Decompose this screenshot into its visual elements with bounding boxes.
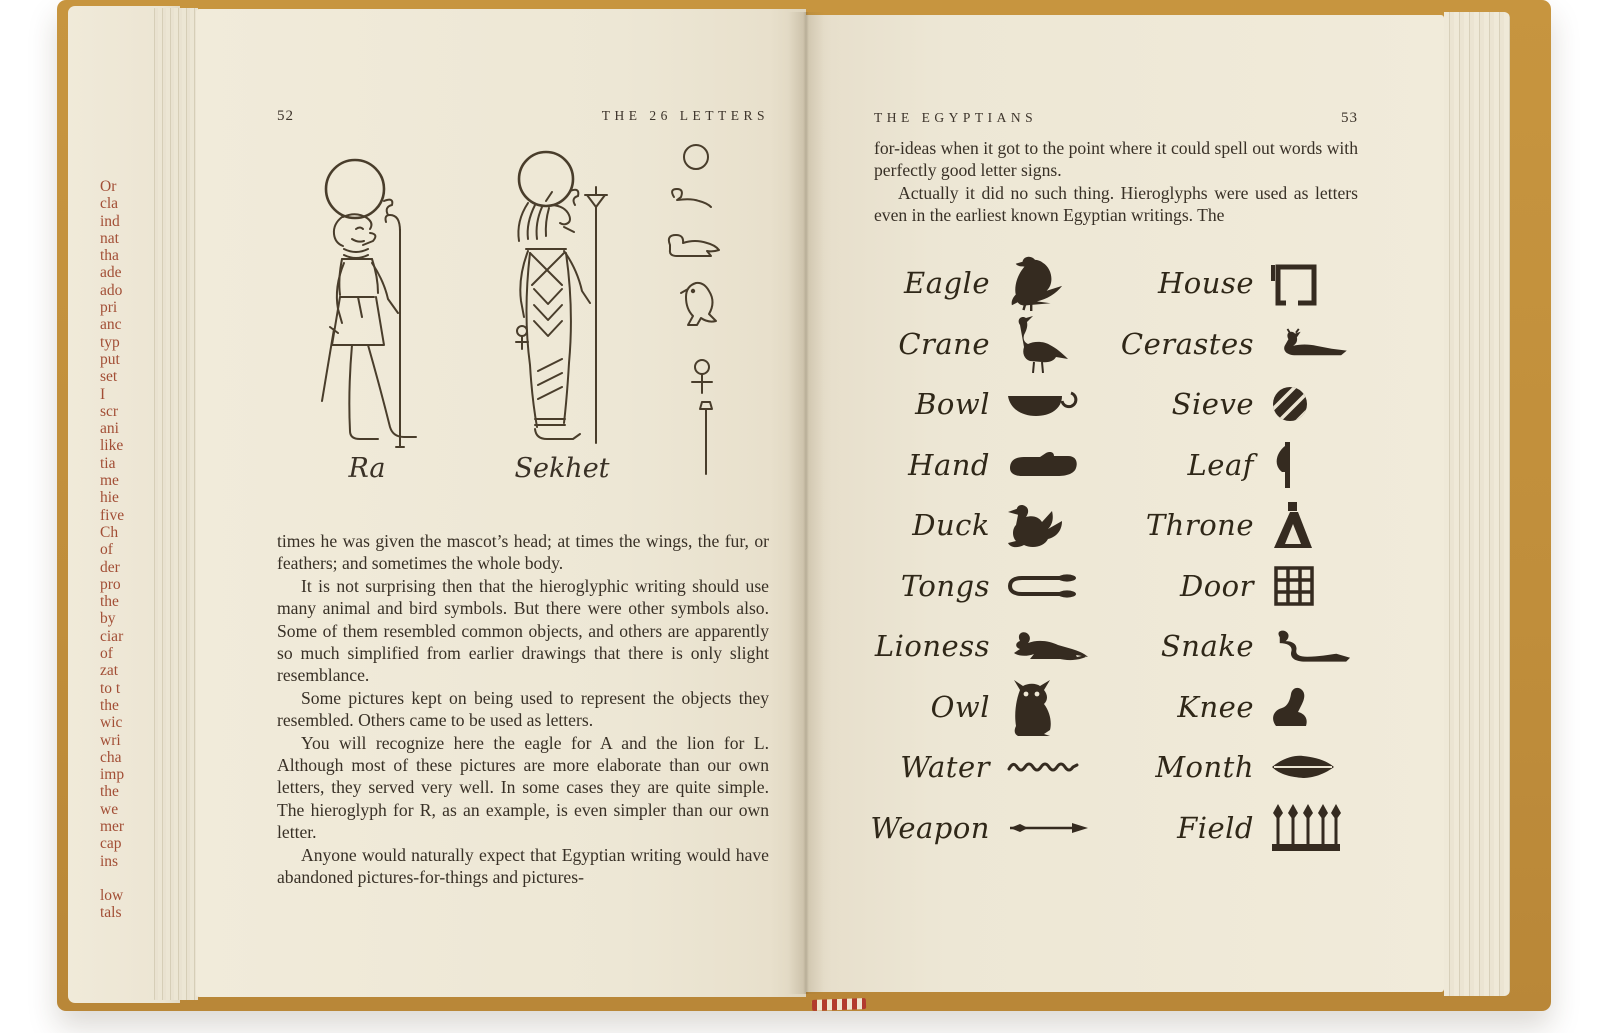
under-page-line: ani — [100, 420, 119, 438]
glyph-word: Month — [1155, 750, 1254, 785]
left-page-number: 52 — [277, 108, 294, 124]
paragraph: times he was given the mascot’s head; at times the wings, the fur, or feathers; and sometimes the whole body. — [277, 531, 769, 574]
under-page-line: ind — [100, 212, 120, 230]
left-page — [196, 9, 806, 997]
under-page-line: zat — [100, 662, 119, 680]
left-page-body — [277, 530, 769, 889]
under-page-line: by — [100, 610, 116, 628]
paragraph: for-ideas when it got to the point where it could spell out words with perfectly good letter signs. — [874, 138, 1358, 181]
under-page-line: the — [100, 783, 119, 801]
cerastes-glyph — [1270, 328, 1370, 360]
under-page-line: the — [100, 696, 119, 714]
glyph-word: House — [1158, 266, 1254, 301]
under-page-line: low — [100, 887, 124, 905]
glyph-word: Leaf — [1187, 447, 1254, 482]
glyph-word: Lioness — [874, 629, 990, 664]
paragraph: It is not surprising then that the hieroglyphic writing should use many animal and bird symbols. But there were other symbols also. Some of them resembled common objects, and others are apparently so much simplified from earlier drawings that there is only slight resemblance. — [277, 575, 769, 686]
under-page-line: ins — [100, 852, 119, 870]
under-page-line: set — [100, 368, 118, 386]
under-page-line: tha — [100, 247, 119, 265]
under-page-line: to t — [100, 679, 121, 697]
bowl-glyph — [1006, 389, 1118, 419]
glyph-word: Water — [900, 750, 990, 785]
water-glyph — [1006, 758, 1118, 776]
right-running-head: THE EGYPTIANS — [874, 110, 1038, 125]
page-edges-right — [1444, 12, 1510, 996]
hieroglyph-column-drawing — [648, 141, 758, 481]
glyph-word: Door — [1179, 568, 1254, 603]
ra-caption: Ra — [348, 453, 386, 484]
glyph-word: Tongs — [900, 568, 990, 603]
glyph-word: Eagle — [904, 266, 990, 301]
door-glyph — [1270, 562, 1370, 610]
field-glyph — [1270, 802, 1370, 854]
book-gutter — [788, 12, 824, 994]
snake-glyph — [1270, 629, 1370, 663]
owl-glyph — [1006, 678, 1118, 736]
lioness-glyph — [1006, 629, 1118, 663]
staff-icon — [700, 402, 712, 474]
under-page-line: hie — [100, 489, 119, 507]
glyph-word: Duck — [912, 508, 990, 543]
under-page-line: of — [100, 645, 113, 663]
under-page-line: I — [100, 385, 106, 403]
under-page-line: cap — [100, 835, 122, 853]
glyph-word: Sieve — [1171, 387, 1254, 422]
under-page-line: we — [100, 800, 119, 818]
paragraph: Actually it did no such thing. Hieroglyphs were used as letters even in the earliest known Egyptian writings. The — [874, 182, 1358, 226]
glyph-word: Owl — [930, 689, 990, 724]
under-page-line: the — [100, 593, 119, 611]
sieve-glyph — [1270, 384, 1370, 424]
under-page-line: mer — [100, 817, 125, 835]
sekhet-caption: Sekhet — [514, 453, 610, 484]
under-page-line: scr — [100, 402, 119, 420]
paragraph: Some pictures kept on being used to represent the objects they resembled. Others came to be used as letters. — [277, 687, 769, 731]
under-page-line: pri — [100, 299, 118, 317]
under-page-line: put — [100, 350, 120, 368]
under-page-line: like — [100, 437, 124, 455]
right-page — [806, 15, 1444, 992]
under-page-line: wri — [100, 731, 121, 749]
under-page-line: of — [100, 541, 113, 559]
sun-disk-icon — [684, 145, 708, 169]
crane-glyph — [1006, 315, 1118, 373]
glyph-word: Throne — [1145, 508, 1254, 543]
under-page-line: anc — [100, 316, 122, 334]
left-running-head: THE 26 LETTERS — [601, 108, 769, 123]
under-page-line: me — [100, 472, 119, 490]
glyph-word: Knee — [1177, 689, 1254, 724]
under-page-line: Ch — [100, 523, 119, 541]
glyph-word: Weapon — [870, 810, 990, 845]
lion-icon — [669, 235, 719, 256]
under-page-line: pro — [100, 575, 121, 593]
spine-headband — [812, 998, 866, 1011]
under-page-line: cla — [100, 195, 119, 213]
glyph-word: Snake — [1160, 629, 1254, 664]
sekhet-figure-drawing — [478, 145, 628, 462]
knee-glyph — [1270, 686, 1370, 728]
snake-icon — [672, 189, 711, 207]
under-page-line: tals — [100, 904, 122, 922]
paragraph: Anyone would naturally expect that Egyptian writing would have abandoned pictures-for-things and pictures- — [277, 844, 769, 888]
ankh-icon — [695, 360, 709, 374]
under-page-line: typ — [100, 333, 120, 351]
falcon-icon — [681, 283, 716, 325]
right-page-header — [874, 110, 1358, 127]
under-page-line: five — [100, 506, 125, 524]
right-page-number: 53 — [1341, 110, 1358, 126]
month-glyph — [1270, 755, 1370, 779]
under-page-line: Or — [100, 178, 117, 195]
glyph-word: Cerastes — [1120, 326, 1254, 361]
under-page-line: der — [100, 558, 120, 576]
glyph-word: Field — [1177, 810, 1254, 845]
house-glyph — [1270, 259, 1370, 307]
glyph-word: Hand — [908, 447, 990, 482]
hieroglyph-table — [864, 253, 1379, 858]
page-edges-left — [150, 8, 198, 1000]
under-page-line: ade — [100, 264, 122, 282]
left-page-header — [277, 108, 769, 125]
ra-figure-drawing — [300, 151, 440, 466]
tongs-glyph — [1006, 572, 1118, 600]
throne-glyph — [1270, 500, 1370, 550]
weapon-glyph — [1006, 821, 1118, 835]
eagle-glyph — [1006, 255, 1118, 311]
under-page-line: ado — [100, 281, 123, 299]
under-page-line: tia — [100, 454, 116, 472]
glyph-word: Crane — [898, 326, 990, 361]
duck-glyph — [1006, 499, 1118, 551]
under-page-line: ciar — [100, 627, 124, 645]
under-page-line: nat — [100, 229, 119, 247]
paragraph: You will recognize here the eagle for A and the lion for L. Although most of these pictures are more elaborate than our own letters, they served very well. In some cases they are quite simple. The hieroglyph for R, as an example, is even simpler than our own letter. — [277, 732, 769, 843]
under-page-line: imp — [100, 766, 125, 784]
under-page-line: cha — [100, 748, 122, 766]
hand-glyph — [1006, 450, 1118, 480]
glyph-word: Bowl — [915, 387, 990, 422]
under-page-line: wic — [100, 714, 123, 732]
leaf-glyph — [1270, 438, 1370, 492]
right-page-body — [874, 137, 1358, 227]
